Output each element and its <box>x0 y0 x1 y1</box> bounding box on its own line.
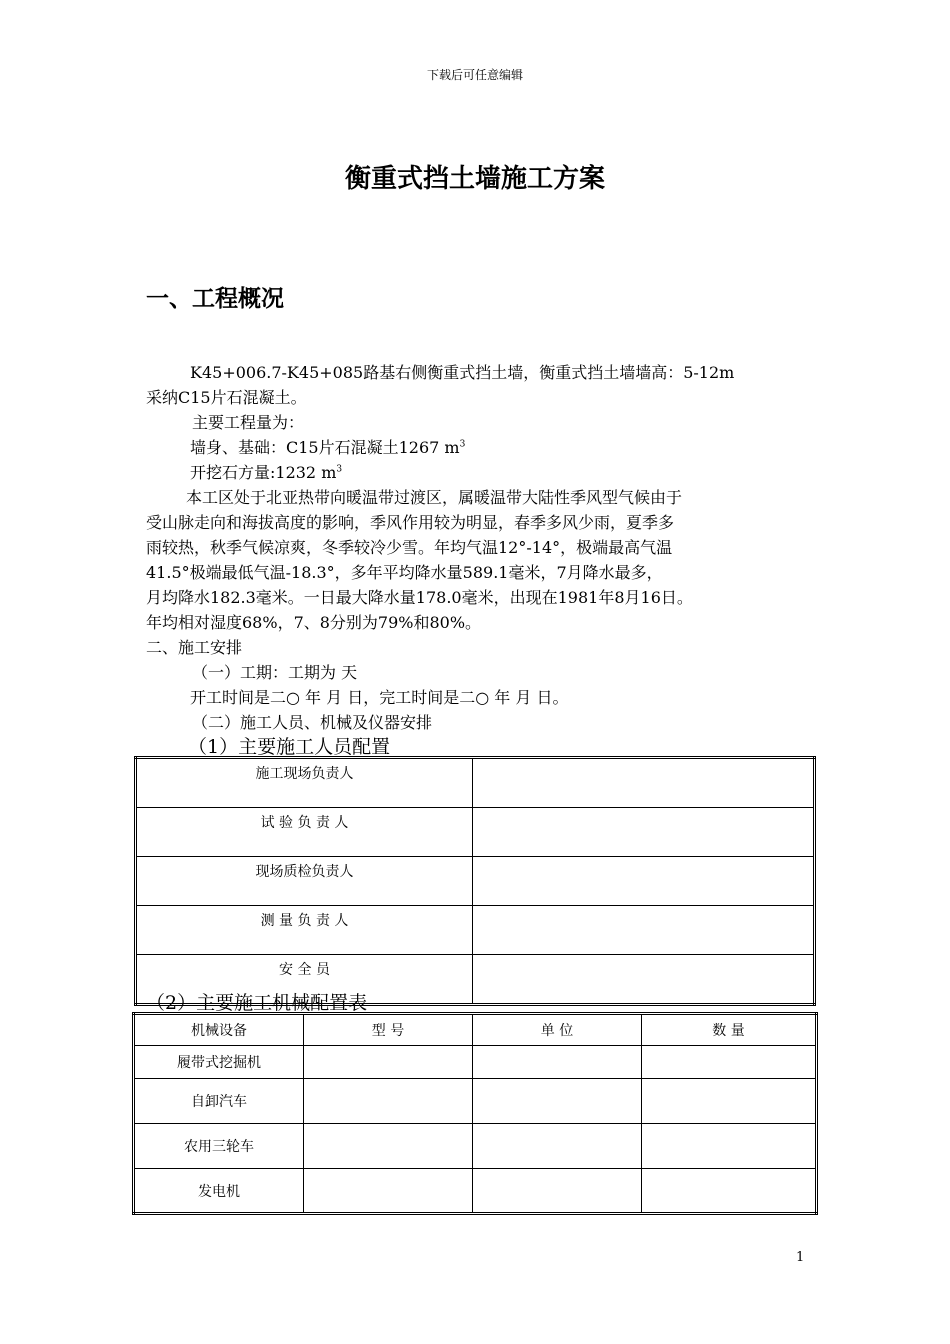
cell <box>642 1046 817 1079</box>
quantities-label: 主要工程量为： <box>192 413 305 432</box>
staff-name-cell <box>473 808 815 857</box>
equipment-name: 农用三轮车 <box>134 1124 304 1169</box>
cell <box>304 1079 473 1124</box>
cell <box>473 1124 642 1169</box>
construction-dates: 开工时间是二○ 年 月 日，完工时间是二○ 年 月 日。 <box>190 688 569 707</box>
cell <box>304 1124 473 1169</box>
cell <box>304 1169 473 1214</box>
table-row <box>136 808 815 857</box>
table-header-row <box>134 1014 817 1046</box>
equipment-name: 自卸汽车 <box>134 1079 304 1124</box>
header-model: 型 号 <box>304 1014 473 1046</box>
cell <box>304 1046 473 1079</box>
quantity-wall <box>190 435 465 458</box>
table-row <box>134 1046 817 1079</box>
staff-table <box>134 756 816 1006</box>
staff-role: 施工现场负责人 <box>136 758 473 808</box>
staff-name-cell <box>473 758 815 808</box>
staff-role: 现场质检负责人 <box>136 857 473 906</box>
machine-table <box>132 1012 818 1215</box>
equipment-name: 履带式挖掘机 <box>134 1046 304 1079</box>
staff-name-cell <box>473 857 815 906</box>
quantity-wall-text: 墙身、基础：C15片石混凝土1267 m <box>190 438 460 457</box>
header-unit: 单 位 <box>473 1014 642 1046</box>
header-note: 下载后可任意编辑 <box>426 68 523 82</box>
staff-table-caption: （1）主要施工人员配置 <box>188 736 391 758</box>
staff-role: 试 验 负 责 人 <box>136 808 473 857</box>
table-row <box>134 1079 817 1124</box>
cell <box>642 1079 817 1124</box>
unit-superscript: 3 <box>336 464 343 475</box>
cell <box>642 1124 817 1169</box>
climate-line-1: 本工区处于北亚热带向暖温带过渡区，属暖温带大陆性季风型气候由于 <box>186 488 683 507</box>
unit-superscript: 3 <box>459 439 466 450</box>
cell <box>473 1046 642 1079</box>
section-heading-arrangement: 二、施工安排 <box>146 638 243 657</box>
table-row <box>136 758 815 808</box>
climate-line-6: 年均相对湿度68%，7、8分别为79%和80%。 <box>146 613 482 632</box>
overview-line-2: 采纳C15片石混凝土。 <box>146 388 307 407</box>
overview-line-1: K45+006.7-K45+085路基右侧衡重式挡土墙，衡重式挡土墙墙高：5-12m <box>190 363 735 382</box>
document-title: 衡重式挡土墙施工方案 <box>344 164 605 194</box>
header-equipment: 机械设备 <box>134 1014 304 1046</box>
climate-line-5: 月均降水182.3毫米。一日最大降水量178.0毫米，出现在1981年8月16日。 <box>146 588 693 607</box>
table-row <box>134 1169 817 1214</box>
equipment-name: 发电机 <box>134 1169 304 1214</box>
page-number: 1 <box>796 1250 805 1265</box>
quantity-excavation-text: 开挖石方量:1232 m <box>190 463 337 482</box>
resources-subheading: （二）施工人员、机械及仪器安排 <box>192 713 433 732</box>
staff-name-cell <box>473 955 815 1005</box>
staff-role: 安 全 员 <box>136 955 473 1005</box>
quantity-excavation <box>190 460 342 483</box>
header-quantity: 数 量 <box>642 1014 817 1046</box>
cell <box>642 1169 817 1214</box>
climate-line-2: 受山脉走向和海拔高度的影响，季风作用较为明显，春季多风少雨，夏季多 <box>146 513 675 532</box>
climate-line-3: 雨较热，秋季气候凉爽，冬季较冷少雪。年均气温12°-14°，极端最高气温 <box>146 538 673 557</box>
staff-name-cell <box>473 906 815 955</box>
cell <box>473 1169 642 1214</box>
cell <box>473 1079 642 1124</box>
construction-period: （一）工期：工期为 天 <box>192 663 358 682</box>
table-row <box>136 906 815 955</box>
table-row <box>134 1124 817 1169</box>
section-heading-overview: 一、工程概况 <box>146 286 284 312</box>
climate-line-4: 41.5°极端最低气温-18.3°，多年平均降水量589.1毫米，7月降水最多， <box>146 563 663 582</box>
staff-role: 测 量 负 责 人 <box>136 906 473 955</box>
machine-table-caption: （2）主要施工机械配置表 <box>146 992 368 1014</box>
table-row <box>136 857 815 906</box>
